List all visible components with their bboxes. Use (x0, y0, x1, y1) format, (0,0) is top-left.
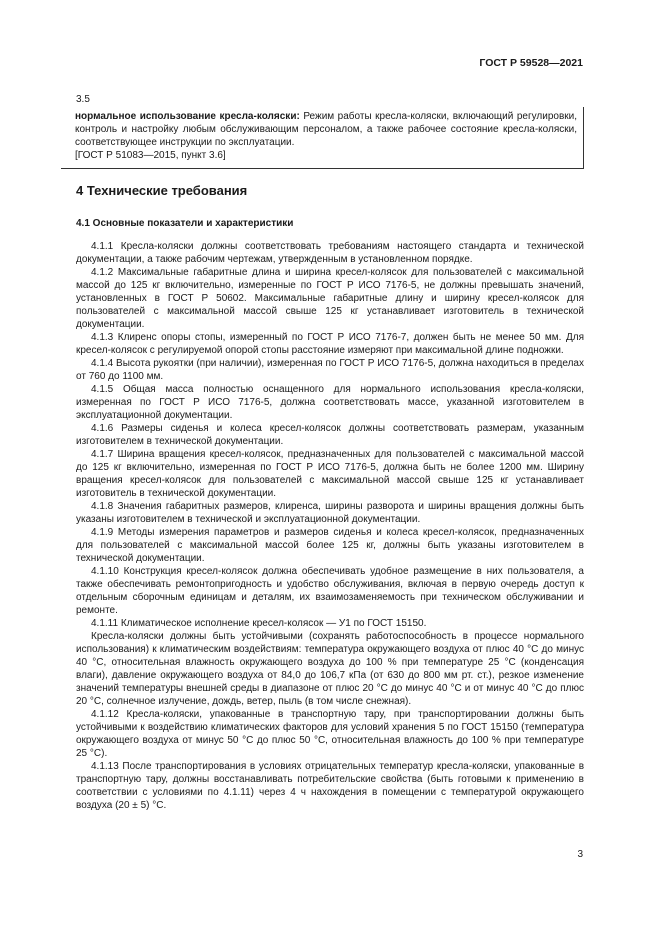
paragraph-4-1-2: 4.1.2 Максимальные габаритные длина и ширина кресел-колясок для пользователей с максимальной массой до 125 кг включительно, измеренные по ГОСТ Р ИСО 7176-5, не должны превышать значений, установленных в ГОСТ Р 50602. Максимальные габаритные длину и ширину кресел-колясок для пользователей с максимальной массой свыше 125 кг устанавливает изготовитель в технической документации. (76, 267, 584, 330)
paragraph-4-1-5: 4.1.5 Общая масса полностью оснащенного для нормального использования кресла-коляски, измеренная по ГОСТ Р ИСО 7176-5, должна соответствовать массе, указанной изготовителем в эксплуатационной документации. (76, 384, 584, 421)
requirements-text (76, 240, 584, 812)
paragraph-4-1-4: 4.1.4 Высота рукоятки (при наличии), измеренная по ГОСТ Р ИСО 7176-5, должна находиться в пределах от 760 до 1100 мм. (76, 358, 584, 382)
paragraph-4-1-13: 4.1.13 После транспортирования в условиях отрицательных температур кресла-коляски, упакованные в транспортную тару, должны восстанавливать потребительские свойства (быть готовыми к применению в соответствии с условиями по 4.1.11) через 4 ч нахождения в помещении с температурой окружающего воздуха (20 ± 5) °С. (76, 761, 584, 811)
term-definition-box (61, 107, 584, 169)
paragraph-4-1-9: 4.1.9 Методы измерения параметров и размеров сиденья и колеса кресел-колясок, предназначенных для пользователей с максимальной массой более 125 кг, должны быть указаны изготовителем в технической документации. (76, 527, 584, 564)
term-number: 3.5 (76, 94, 90, 105)
term-name: нормальное использование кресла-коляски: (75, 111, 300, 122)
paragraph-climatic-conditions: Кресла-коляски должны быть устойчивыми (сохранять работоспособность в процессе нормального использования) к климатическим воздействиям: температура окружающего воздуха от плюс 40 °С до минус 40 °С, относительная влажность окружающего воздуха до 100 % при температуре 25 °С (конденсация влаги), давление окружающего воздуха от 84,0 до 106,7 кПа (от 630 до 800 мм рт. ст.), резкое изменение значений температуры внешней среды в диапазоне от плюс 20 °С до минус 40 °С и от минус 40 °С до плюс 20 °С, солнечное излучение, дождь, ветер, пыль (в том числе снежная). (76, 631, 584, 707)
paragraph-4-1-10: 4.1.10 Конструкция кресел-колясок должна обеспечивать удобное размещение в них пользователя, а также обеспечивать ремонтопригодность и удобство обслуживания, включая в первую очередь доступ к отдельным сборочным единицам и деталям, их взаимозаменяемость при техническом обслуживании и ремонте. (76, 566, 584, 616)
paragraph-4-1-3: 4.1.3 Клиренс опоры стопы, измеренный по ГОСТ Р ИСО 7176-7, должен быть не менее 50 мм. Для кресел-колясок с регулируемой опорой стопы расстояние измеряют при максимальной длине подножки. (76, 332, 584, 356)
subsection-title: 4.1 Основные показатели и характеристики (76, 218, 294, 229)
paragraph-4-1-1: 4.1.1 Кресла-коляски должны соответствовать требованиям настоящего стандарта и технической документации, а также рабочим чертежам, утвержденным в установленном порядке. (76, 241, 584, 265)
paragraph-4-1-11: 4.1.11 Климатическое исполнение кресел-колясок — У1 по ГОСТ 15150. (91, 618, 427, 629)
paragraph-4-1-12: 4.1.12 Кресла-коляски, упакованные в транспортную тару, при транспортировании должны быть устойчивыми к воздействию климатических факторов для условий хранения 5 по ГОСТ 15150 (температура окружающего воздуха от минус 50 °С до плюс 50 °С, относительная влажность до 100 % при температуре 25 °С). (76, 709, 584, 759)
paragraph-4-1-6: 4.1.6 Размеры сиденья и колеса кресел-колясок должны соответствовать размерам, указанным изготовителем в технической документации. (76, 423, 584, 447)
term-definition (75, 110, 577, 149)
page-number: 3 (577, 849, 583, 860)
term-source: [ГОСТ Р 51083—2015, пункт 3.6] (75, 150, 226, 161)
paragraph-4-1-8: 4.1.8 Значения габаритных размеров, клиренса, ширины разворота и ширины вращения должны быть указаны изготовителем в технической и эксплуатационной документации. (76, 501, 584, 525)
term-text: Режим работы кресла-коляски, включающий регулировки, контроль и настройку любым обслуживающим персоналом, а также рабочее состояние кресла-коляски, соответствующее инструкции по эксплуатации. (75, 111, 577, 148)
document-code: ГОСТ Р 59528—2021 (479, 57, 583, 69)
paragraph-4-1-7: 4.1.7 Ширина вращения кресел-колясок, предназначенных для пользователей с максимальной массой до 125 кг включительно, измеренная по ГОСТ Р ИСО 7176-5, должна быть не более 1200 мм. Ширину вращения кресел-колясок для пользователей с максимальной массой свыше 125 кг устанавливает изготовитель в технической документации. (76, 449, 584, 499)
section-title: 4 Технические требования (76, 183, 248, 198)
